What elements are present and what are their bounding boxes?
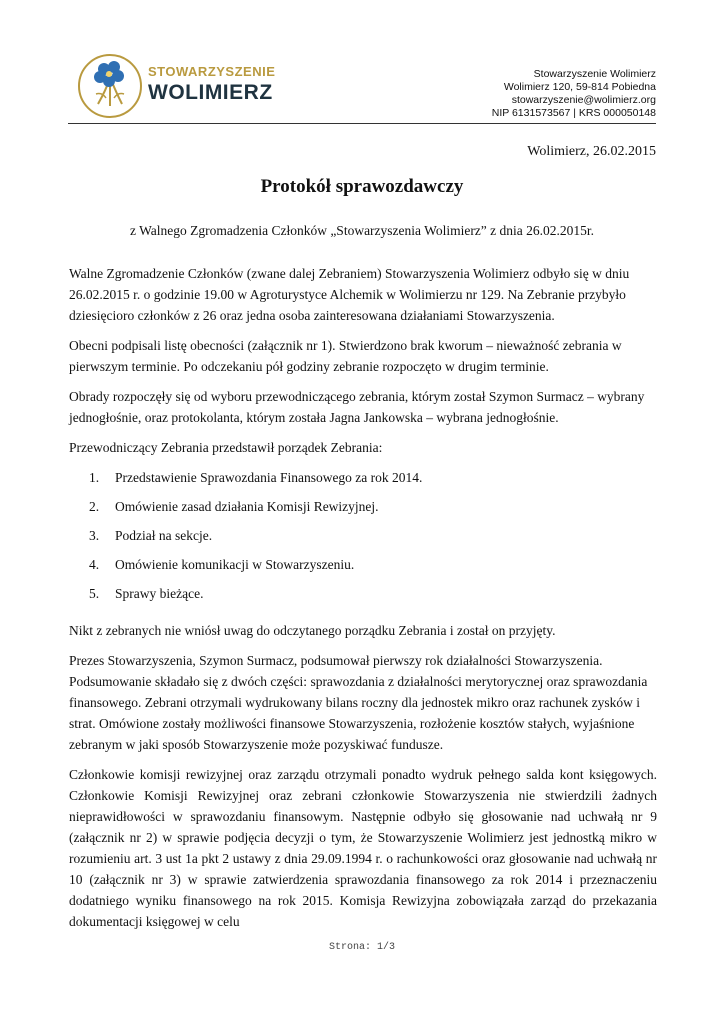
document-subtitle: z Walnego Zgromadzenia Członków „Stowarzyszenia Wolimierz” z dnia 26.02.2015r. xyxy=(129,223,595,238)
document-body xyxy=(69,263,657,941)
flower-logo-icon xyxy=(76,52,144,120)
brand-tagline: STOWARZYSZENIE xyxy=(148,64,276,79)
paragraph: Prezes Stowarzyszenia, Szymon Surmacz, podsumował pierwszy rok działalności Stowarzyszenia. Podsumowanie składało się z dwóch części: sprawozdania z działalności merytorycznej oraz sprawozdania finansowego. Zebrani otrzymali wydrukowany bilans roczny dla jednostek mikro oraz rachunek zysków i strat. Omówione zostały możliwości finansowe Stowarzyszenia, rozłożenie kosztów stałych, wyjaśnione zebranym w jaki sposób Stowarzyszenie może pozyskiwać fundusze. xyxy=(69,653,648,752)
list-item xyxy=(69,467,657,496)
letterhead xyxy=(68,48,656,124)
list-item-number: 2. xyxy=(89,499,100,514)
list-item-number: 5. xyxy=(89,586,100,601)
document-date: Wolimierz, 26.02.2015 xyxy=(527,144,656,159)
list-item-number: 1. xyxy=(89,470,100,485)
list-item-number: 3. xyxy=(89,528,100,543)
list-item-text: Omówienie komunikacji w Stowarzyszeniu. xyxy=(115,557,355,572)
list-item-text: Sprawy bieżące. xyxy=(115,586,204,601)
header-divider xyxy=(68,123,656,124)
list-item-number: 4. xyxy=(89,557,100,572)
contact-org: Stowarzyszenie Wolimierz xyxy=(533,68,656,80)
list-item-text: Podział na sekcje. xyxy=(115,528,213,543)
list-item xyxy=(69,583,657,612)
paragraph: Obecni podpisali listę obecności (załącznik nr 1). Stwierdzono brak kworum – nieważność zebrania w pierwszym terminie. Po odczekaniu pół godziny zebranie rozpoczęto w drugim terminie. xyxy=(69,338,622,374)
contact-address: Wolimierz 120, 59-814 Pobiedna xyxy=(503,81,656,93)
list-item-text: Omówienie zasad działania Komisji Rewizyjnej. xyxy=(115,499,379,514)
paragraph: Członkowie komisji rewizyjnej oraz zarządu otrzymali ponadto wydruk pełnego salda kont księgowych. Członkowie Komisji Rewizyjnej oraz zebrani członkowie Stowarzyszenia nie stwierdzili żadnych nieprawidłowości w sprawozdaniu finansowym. Następnie odbyło się głosowanie nad uchwałą nr 9 (załącznik nr 2) w sprawie podjęcia decyzji o tym, że Stowarzyszenie Wolimierz jest jednostką mikro w rozumieniu art. 3 ust 1a pkt 2 ustawy z dnia 29.09.1994 r. o rachunkowości oraz głosowanie nad uchwałą nr 10 (załącznik nr 3) w sprawie zatwierdzenia sprawozdania finansowego za rok 2014 i przeznaczeniu dodatniego wyniku finansowego na rok 2015. Komisja Rewizyjna zobowiązała zarząd do przekazania dokumentacji księgowej w celu xyxy=(69,767,657,929)
brand-name: WOLIMIERZ xyxy=(148,81,273,104)
contact-email: stowarzyszenie@wolimierz.org xyxy=(511,94,656,106)
contact-registry: NIP 6131573567 | KRS 000050148 xyxy=(491,107,656,119)
list-item xyxy=(69,496,657,525)
agenda-list xyxy=(69,467,657,612)
paragraph: Walne Zgromadzenie Członków (zwane dalej Zebraniem) Stowarzyszenia Wolimierz odbyło się w dniu 26.02.2015 r. o godzinie 19.00 w Agroturystyce Alchemik w Wolimierzu nr 129. Na Zebranie przybyło dziesięcioro członków z 26 oraz jedna osoba zainteresowana działaniami Stowarzyszenia. xyxy=(69,266,630,323)
contact-block xyxy=(492,68,656,120)
list-item xyxy=(69,525,657,554)
paragraph: Przewodniczący Zebrania przedstawił porządek Zebrania: xyxy=(69,440,383,455)
document-title: Protokół sprawozdawczy xyxy=(260,176,464,197)
list-item xyxy=(69,554,657,583)
paragraph: Obrady rozpoczęły się od wyboru przewodniczącego zebrania, którym został Szymon Surmacz – wybrany jednogłośnie, oraz protokolanta, którym została Jagna Jankowska – wybrana jednogłośnie. xyxy=(69,389,645,425)
page-number: Strona: 1/3 xyxy=(328,942,395,953)
paragraph: Nikt z zebranych nie wniósł uwag do odczytanego porządku Zebrania i został on przyjęty. xyxy=(69,623,556,638)
list-item-text: Przedstawienie Sprawozdania Finansowego za rok 2014. xyxy=(115,470,423,485)
